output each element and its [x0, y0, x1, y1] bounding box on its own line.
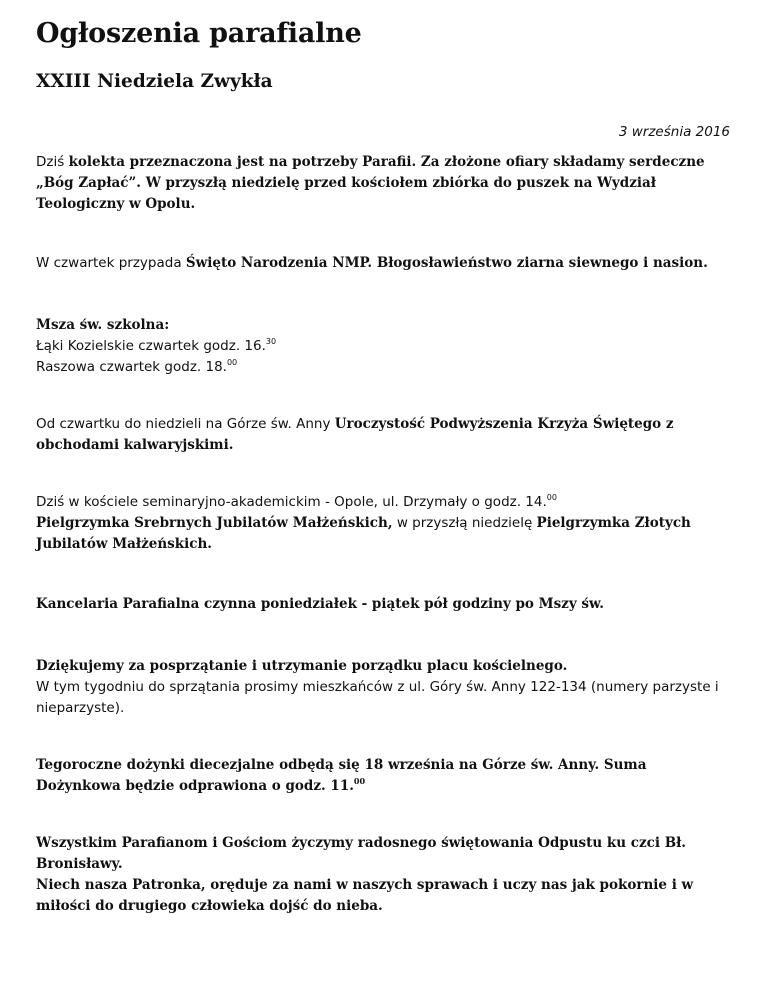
collection-intro: Dziś: [36, 154, 69, 170]
page-title: Ogłoszenia parafialne: [36, 18, 362, 49]
announcement-pilgrimage: [36, 492, 732, 555]
announcement-office-hours: Kancelaria Parafialna czynna poniedziałek - piątek pół godziny po Mszy św.: [36, 596, 604, 612]
school-mass-time-2: Raszowa czwartek godz. 18.: [36, 359, 227, 375]
exaltation-intro: Od czwartku do niedzieli na Górze św. Anny: [36, 416, 335, 432]
school-mass-line: [36, 336, 732, 357]
pilgrimage-location: Dziś w kościele seminaryjno-akademickim - Opole, ul. Drzymały o godz. 14.: [36, 494, 547, 510]
page-subtitle: XXIII Niedziela Zwykła: [36, 71, 273, 92]
pilgrimage-location-line: [36, 492, 732, 513]
indulgence-wishes: Wszystkim Parafianom i Gościom życzymy radosnego świętowania Odpustu ku czci Bł. Bronisławy.: [36, 835, 687, 872]
golden-jubilee-text: Pielgrzymka Złotych Jubilatów Małżeńskich.: [36, 515, 691, 552]
feast-text: Święto Narodzenia NMP. Błogosławieństwo ziarna siewnego i nasion.: [185, 255, 708, 271]
announcement-feast: [36, 253, 732, 274]
announcement-harvest: [36, 755, 732, 797]
cleaning-heading: Dziękujemy za posprzątanie i utrzymanie porządku placu kościelnego.: [36, 658, 568, 674]
announcement-cleaning: [36, 656, 732, 719]
announcement-date: 3 września 2016: [618, 124, 730, 140]
announcement-indulgence: [36, 833, 732, 917]
exaltation-text: Uroczystość Podwyższenia Krzyża Świętego z obchodami kalwaryjskimi.: [36, 416, 674, 453]
harvest-text: Tegoroczne dożynki diecezjalne odbędą się 18 września na Górze św. Anny. Suma Dożynkowa będzie odprawiona o godz. 11.: [36, 757, 647, 794]
announcement-school-mass: [36, 315, 732, 378]
time-minutes: 30: [265, 337, 277, 346]
school-mass-heading: Msza św. szkolna:: [36, 317, 170, 333]
school-mass-line: [36, 357, 732, 378]
indulgence-prayer: Niech nasza Patronka, oręduje za nami w naszych sprawach i uczy nas jak pokornie i w miłości do drugiego człowieka dojść do nieba.: [36, 877, 694, 914]
cleaning-text: W tym tygodniu do sprzątania prosimy mieszkańców z ul. Góry św. Anny 122-134 (numery parzyste i nieparzyste).: [36, 679, 719, 716]
collection-text: kolekta przeznaczona jest na potrzeby Parafii. Za złożone ofiary składamy serdeczne „Bóg Zapłać”. W przyszłą niedzielę przed kościołem zbiórka do puszek na Wydział Teologiczny w Opolu.: [36, 154, 705, 212]
time-minutes: 00: [226, 358, 238, 367]
school-mass-time-1: Łąki Kozielskie czwartek godz. 16.: [36, 338, 266, 354]
time-minutes: 00: [353, 776, 366, 786]
feast-intro: W czwartek przypada: [36, 255, 186, 271]
pilgrimage-connector: w przyszłą niedzielę: [392, 515, 537, 531]
announcement-collection: [36, 152, 732, 215]
time-minutes: 00: [546, 493, 557, 502]
announcement-exaltation: [36, 414, 732, 456]
silver-jubilee-text: Pielgrzymka Srebrnych Jubilatów Małżeńskich,: [36, 515, 393, 531]
